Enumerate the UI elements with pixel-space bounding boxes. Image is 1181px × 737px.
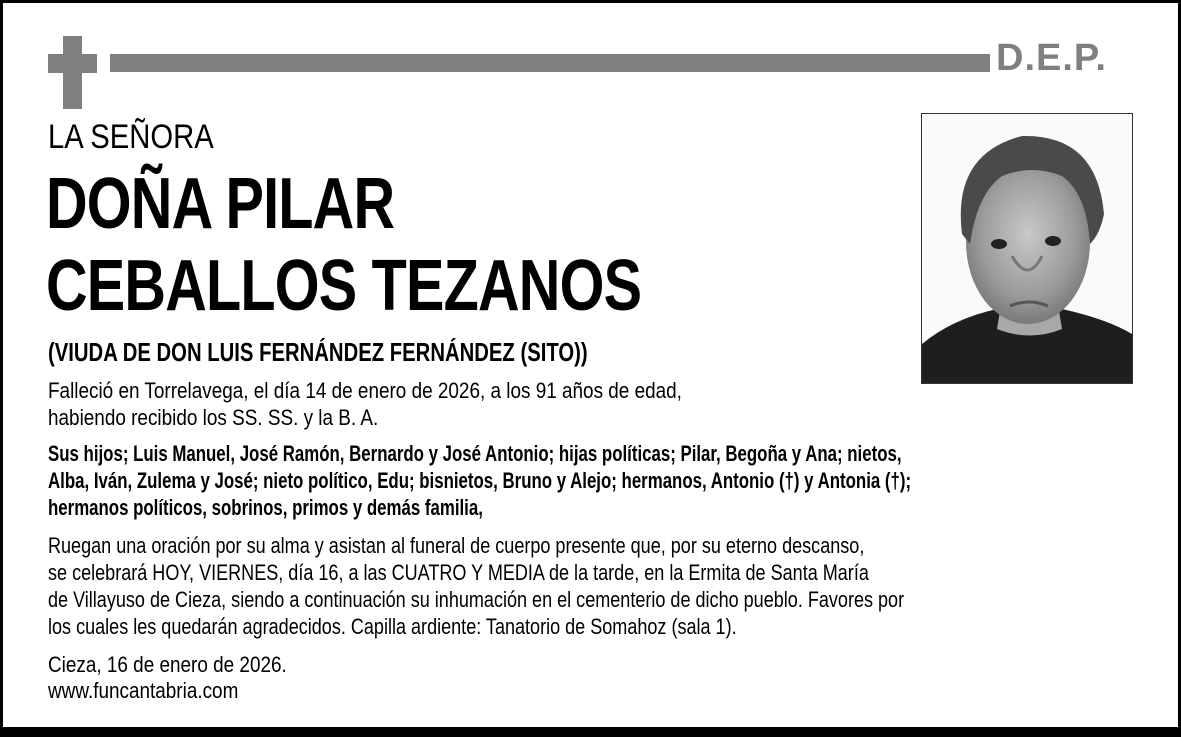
header-rule bbox=[110, 54, 990, 72]
death-notice-line2 bbox=[48, 404, 432, 432]
funeral-line1 bbox=[48, 532, 1044, 560]
family-line2-text: Alba, Iván, Zulema y José; nieto político, Edu; bisnietos, Bruno y Alejo; hermanos, Antonio (†) y Antonia (†); bbox=[48, 468, 912, 493]
place-date-text: Cieza, 16 de enero de 2026. bbox=[48, 652, 287, 677]
widow-note bbox=[48, 337, 740, 367]
title-prefix-text: LA SEÑORA bbox=[48, 118, 214, 156]
funeral-line3-text: de Villayuso de Cieza, siendo a continuación su inhumación en el cementerio de dicho pueblo. Favores por bbox=[48, 587, 905, 612]
family-line3 bbox=[48, 494, 617, 522]
website-link[interactable] bbox=[48, 677, 269, 705]
place-date bbox=[48, 651, 326, 679]
funeral-line4 bbox=[48, 613, 888, 641]
deceased-photo bbox=[921, 113, 1133, 384]
widow-note-text: (VIUDA DE DON LUIS FERNÁNDEZ FERNÁNDEZ (SITO)) bbox=[48, 337, 588, 367]
name-line1-text: DOÑA PILAR bbox=[46, 164, 395, 244]
cross-icon-arm bbox=[48, 54, 97, 73]
family-line2 bbox=[48, 467, 1176, 495]
deceased-name-line1 bbox=[46, 166, 481, 242]
family-line1-text: Sus hijos; Luis Manuel, José Ramón, Bernardo y José Antonio; hijas políticas; Pilar, Begoña y Ana; nietos, bbox=[48, 441, 902, 466]
funeral-line1-text: Ruegan una oración por su alma y asistan al funeral de cuerpo presente que, por su eterno descanso, bbox=[48, 533, 865, 558]
family-line1 bbox=[48, 440, 1164, 468]
death-notice-line1-text: Falleció en Torrelavega, el día 14 de enero de 2026, a los 91 años de edad, bbox=[48, 378, 682, 403]
deceased-name-line2 bbox=[46, 248, 790, 324]
title-prefix bbox=[48, 118, 241, 156]
dep-label: D.E.P. bbox=[996, 37, 1107, 79]
funeral-line3 bbox=[48, 586, 1092, 614]
name-line2-text: CEBALLOS TEZANOS bbox=[46, 246, 642, 326]
website-text[interactable]: www.funcantabria.com bbox=[48, 678, 239, 703]
portrait-image bbox=[922, 114, 1132, 383]
funeral-line4-text: los cuales les quedarán agradecidos. Capilla ardiente: Tanatorio de Somahoz (sala 1). bbox=[48, 614, 737, 639]
death-notice-line1 bbox=[48, 377, 785, 405]
funeral-line2 bbox=[48, 559, 1049, 587]
funeral-line2-text: se celebrará HOY, VIERNES, día 16, a las CUATRO Y MEDIA de la tarde, en la Ermita de Santa María bbox=[48, 560, 869, 585]
family-line3-text: hermanos políticos, sobrinos, primos y demás familia, bbox=[48, 495, 483, 520]
death-notice-line2-text: habiendo recibido los SS. SS. y la B. A. bbox=[48, 405, 379, 430]
